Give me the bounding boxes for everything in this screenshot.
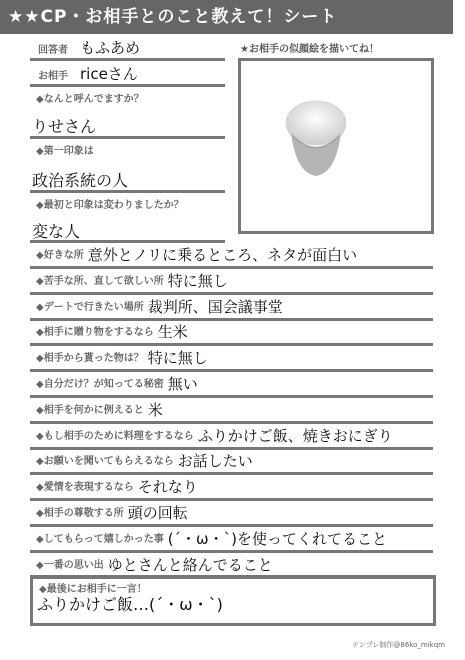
nickname-field <box>30 88 225 139</box>
question-answer: 無い <box>167 375 198 393</box>
question-answer: 裁判所、国会議事堂 <box>147 297 283 316</box>
nickname-value: りせさん <box>32 117 97 136</box>
rice-bowl-drawing-icon <box>241 61 431 231</box>
question-answer: それなり <box>137 478 198 497</box>
first-impression-label: ◆第一印象は <box>36 146 94 157</box>
respondent-value: もふあめ <box>80 39 141 57</box>
question-label: ◆お願いを聞いてもらえるなら <box>36 456 174 468</box>
question-label: ◆一番の思い出 <box>36 559 104 571</box>
question-row <box>30 450 433 475</box>
question-row <box>30 373 433 398</box>
impression-change-value: 変な人 <box>32 222 81 241</box>
question-label: ◆愛情を表現するなら <box>36 482 134 494</box>
nickname-label: ◆なんと呼んでますか？ <box>36 94 144 105</box>
question-answer: 特に無し <box>167 271 228 290</box>
question-answer: 米 <box>147 400 163 419</box>
first-impression-value: 政治系統の人 <box>32 171 129 190</box>
partner-field <box>30 62 225 87</box>
first-impression-field <box>30 140 225 193</box>
question-label: ◆してもらって嬉しかった事 <box>36 533 164 545</box>
question-row <box>30 347 433 372</box>
question-answer: ゆとさんと絡んでること <box>107 555 273 574</box>
question-label: ◆相手に贈り物をするなら <box>36 327 154 339</box>
question-row <box>30 296 433 321</box>
question-answer: (´・ω・`)を使ってくれてること <box>167 529 387 548</box>
question-row <box>30 502 433 527</box>
final-message-value: ふりかけご飯…(´・ω・`) <box>37 595 223 614</box>
question-label: ◆好きな所 <box>36 250 84 261</box>
question-answer: お話したい <box>177 452 253 471</box>
question-row <box>30 528 433 553</box>
impression-change-field <box>30 194 225 243</box>
respondent-field <box>30 36 225 61</box>
portrait-frame <box>238 58 434 234</box>
question-row <box>30 321 433 346</box>
question-answer: 特に無し <box>147 349 208 368</box>
final-message-box <box>30 575 436 626</box>
question-answer: ふりかけご飯、焼きおにぎり <box>197 426 393 445</box>
question-answer: 頭の回転 <box>127 504 188 522</box>
respondent-label: 回答者 <box>38 45 68 56</box>
question-row <box>30 270 433 295</box>
portrait-label: ★お相手の似顔絵を描いてね！ <box>240 44 379 55</box>
question-row <box>30 244 433 269</box>
question-label: ◆自分だけ？が知ってる秘密 <box>36 379 164 390</box>
question-answer: 生米 <box>157 323 188 342</box>
question-label: ◆相手から貰った物は？ <box>36 353 144 365</box>
final-message-label: ◆最後にお相手に一言！ <box>39 584 147 595</box>
impression-change-label: ◆最初と印象は変わりましたか？ <box>36 200 184 211</box>
question-label: ◆相手を何かに例えると <box>36 404 144 416</box>
partner-value: riceさん <box>80 65 138 83</box>
question-row <box>30 399 433 424</box>
question-label: ◆もし相手のために料理をするなら <box>36 430 194 442</box>
question-label: ◆苦手な所、直して欲しい所 <box>36 275 164 287</box>
partner-label: お相手 <box>38 71 68 82</box>
question-label: ◆相手の尊敬する所 <box>36 508 124 519</box>
template-credit: テンプレ制作@86ko_mikqm <box>352 641 445 649</box>
question-row <box>30 476 433 501</box>
question-answer: 意外とノリに乗るところ、ネタが面白い <box>87 246 358 264</box>
question-label: ◆デートで行きたい場所 <box>36 301 144 313</box>
sheet-title: ★★CP・お相手とのこと教えて！シート <box>0 0 453 34</box>
question-row <box>30 425 433 450</box>
